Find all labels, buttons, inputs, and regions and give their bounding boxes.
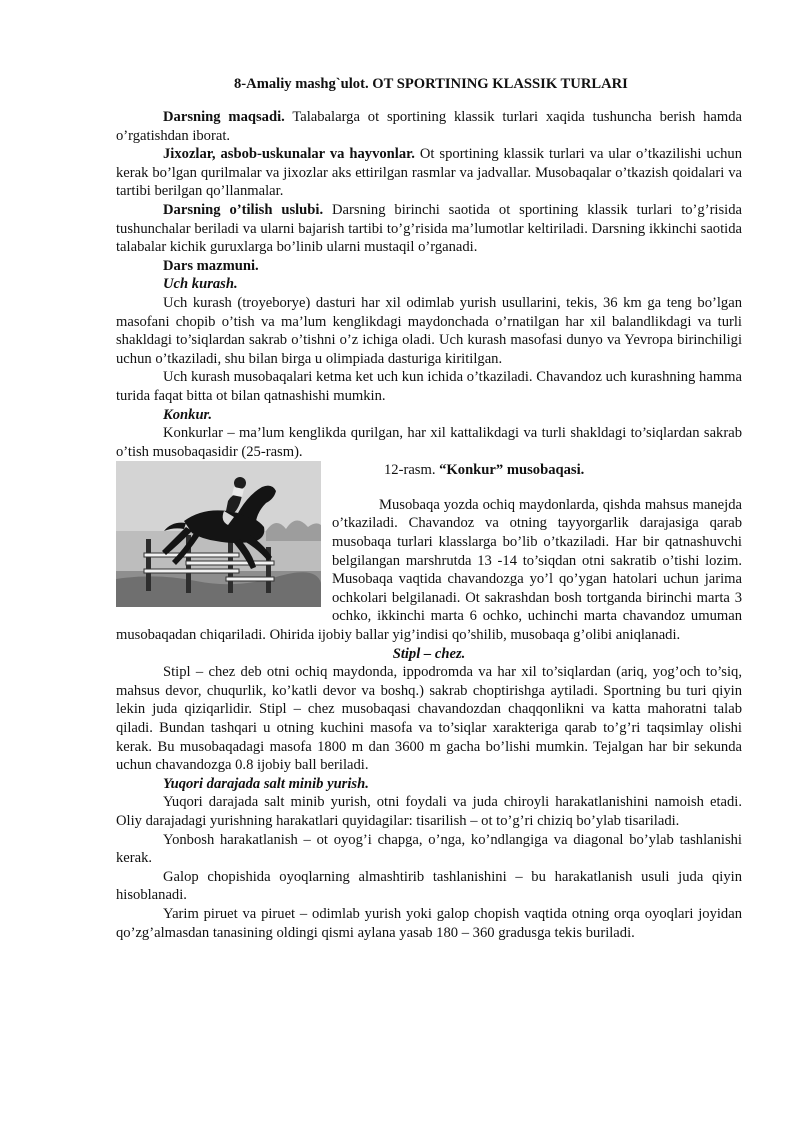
label-maqsad: Darsning maqsadi. [163,109,285,125]
paragraph-jixozlar [116,145,742,201]
paragraph-uslub [116,201,742,257]
figure-block [116,461,742,644]
page-title: 8-Amaliy mashg`ulot. OT SPORTINING KLASSIK TURLARI [234,76,628,92]
paragraph-salt-2: Yonbosh harakatlanish – ot oyog’i chapga, o’nga, ko’ndlangiga va diagonal bo’ylab tashlanishi kerak. [116,831,742,867]
label-jixozlar: Jixozlar, asbob-uskunalar va hayvonlar. [163,146,415,163]
horse-jump-illustration [116,461,321,607]
heading-salt-minib: Yuqori darajada salt minib yurish. [163,775,369,792]
paragraph-uch-kurash-1: Uch kurash (troyeborye) dasturi har xil odimlab yurish usullarini, tekis, 36 km ga teng bo’lgan masofani chopib o’tish va ma’lum kenglikdagi maydonchada o’rnatilgan har xil balandlikdagi va turli shakldagi to’siqlardan sakrab o’tishni o’z ichiga oladi. Uch kurash masofasi dunyo va Yevropa birinchiligi uchun o’tkaziladi, shu bilan birga u olimpiada dasturiga kiritilgan. [116,294,742,367]
label-uslub: Darsning o’tilish uslubi. [163,201,324,218]
show-jumping-photo [116,461,321,607]
paragraph-salt-3: Galop chopishida oyoqlarning almashtirib tashlanishini – bu harakatlanish usuli juda qiyin hisoblanadi. [116,868,742,904]
paragraph-uch-kurash-2: Uch kurash musobaqalari ketma ket uch kun ichida o’tkaziladi. Chavandoz uch kurashning hamma turida faqat bitta ot bilan qatnashishi mumkin. [116,369,742,404]
heading-stipl-chez: Stipl – chez. [392,645,466,662]
text-maqsad: Talabalarga ot sportining klassik turlari xaqida tushuncha berish hamda o’rgatishdan iborat. [116,109,742,144]
paragraph-konkur-1: Konkurlar – ma’lum kenglikda qurilgan, har xil kattalikdagi va turli shakldagi to’siqlardan sakrab o’tish musobaqasidir (25-rasm). [116,425,742,460]
caption-title: “Konkur” musobaqasi. [439,462,585,479]
caption-number: 12-rasm. [384,462,440,479]
paragraph-salt-1: Yuqori darajada salt minib yurish, otni foydali va juda chiroyli harakatlanishini namoish etadi. Oliy darajadagi yurishning harakatlari quyidagilar: tisarilish – ot to’g’ri chiziq bo’ylab tisariladi. [116,794,742,829]
paragraph-konkur-2: Musobaqa yozda ochiq maydonlarda, qishda mahsus manejda o’tkaziladi. Chavandoz va otning tayyorgarlik darajasiga qarab musobaqa turlari klasslarga bo’lib o’tkaziladi. Har bir qatnashuvchi belgilangan marshrutda 13 -14 to’siqdan otni sakratib o’tishi lozim. Musobaqa vaqtida chavandozga yo’l qo’ygan hatolari uchun jarima ochkolari belgilanadi. Ot sakrashdan bosh tortganda birinchi marta 3 ochko, ikkinchi marta 6 ochko, uchinchi marta chavandoz umuman musobaqadan chiqariladi. Ohirida ijobiy ballar yig’indisi qo’shilib, musobaqa g’olibi aniqlanadi. [116,496,742,644]
heading-dars-mazmuni: Dars mazmuni. [163,257,259,274]
text-jixozlar: Ot sportining klassik turlari va ular o’tkazilishi uchun kerak bo’lgan qurilmalar va jixozlar aks ettirilgan rasmlar va jadvallar. Musobaqalar o’tkazish qoidalari va tartibi berilgan qo’llanmalar. [116,146,743,200]
paragraph-maqsad [116,108,742,145]
text-uslub: Darsning birinchi saotida ot sportining klassik turlari to’g’risida tushunchalar beriladi va ularni bajarish tartibi to’g’risida ma’lumotlar keltiriladi. Darsning ikkinchi saotida talabalar kichik guruxlarga bo’linib ularni mustaqil o’rganadi. [116,201,742,256]
paragraph-stipl-1: Stipl – chez deb otni ochiq maydonda, ippodromda va har xil to’siqlardan (ariq, yog’och to’siq, mahsus devor, chuqurlik, ko’katli devor va boshq.) sakrab choptirishga aytiladi. Sportning bu turi qiyin lekin juda qiziqarlidir. Stipl – chez musobaqasi chavandozdan chaqqonlikni va katta mahoratni talab qiladi. Bundan tashqari u otning kuchini masofa va to’siqlar xarakteriga qarab to’g’ri taqsimlay olishi kerak. Bu musobaqadagi masofa 1800 m dan 3600 m gacha bo’lishi mumkin. Tejalgan har bir sekunda uchun chavandozga 0.8 ijobiy ball beriladi. [116,664,742,774]
document-page [116,74,742,942]
paragraph-salt-4: Yarim piruet va piruet – odimlab yurish yoki galop chopish vaqtida otning orqa oyoqlari joyidan qo’zg’almasdan tanasining oldingi qismi aylana yasab 180 – 360 gradusga tekis buriladi. [116,905,742,941]
heading-konkur: Konkur. [163,406,213,423]
heading-uch-kurash: Uch kurash. [163,276,238,293]
